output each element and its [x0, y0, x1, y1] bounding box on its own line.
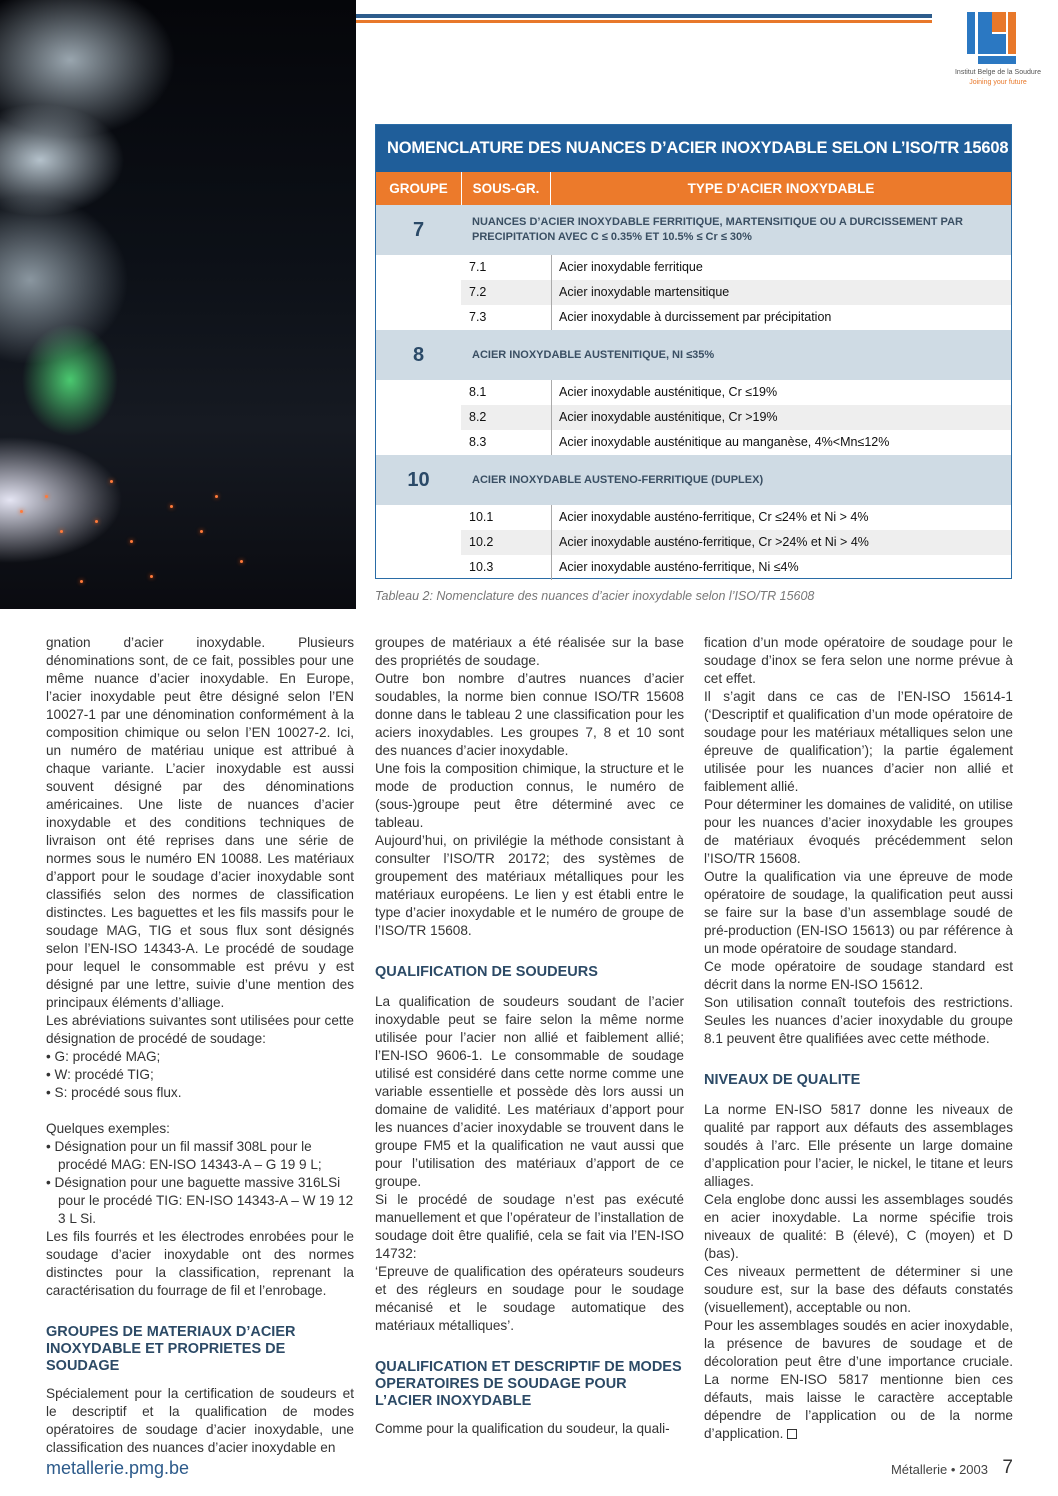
- subgroup-code: 8.1: [469, 385, 487, 399]
- paragraph: Cela englobe donc aussi les assemblages soudés en acier inoxydable. La norme spécifie trois niveaux de qualité: B (élevé), C (moyen) et D (bas).: [704, 1192, 1013, 1261]
- paragraph: La norme EN-ISO 5817 donne les niveaux de qualité par rapport aux défauts des assemblages soudés à l’arc. Elle présente un large domaine d’application pour l’acier, le nickel, le titane et leurs alliages.: [704, 1102, 1013, 1189]
- section-heading: GROUPES DE MATERIAUX D’ACIER INOXYDABLE ET PROPRIETES DE SOUDAGE: [46, 1324, 296, 1374]
- ibs-logo: [953, 12, 1043, 90]
- header-subgroup: SOUS-GR.: [462, 172, 551, 205]
- logo-tagline: Joining your future: [969, 79, 1027, 86]
- paragraph: Outre bon nombre d’autres nuances d’acier soudables, la norme bien connue ISO/TR 15608 donne dans le tableau 2 une classification pour les aciers inoxydables. Les groupes 7, 8 et 10 sont des nuances d’acier inoxydable.: [375, 671, 684, 758]
- paragraph: Si le procédé de soudage n’est pas exécuté manuellement et que l’opérateur de l’installation de soudage doit être qualifié, cela se fait via l’EN-ISO 14732:: [375, 1192, 684, 1261]
- list-item: • Désignation pour une baguette massive 316LSi pour le procédé TIG: EN-ISO 14343-A – W 19 12 3 L Si.: [46, 1175, 354, 1226]
- table-row: [461, 305, 1011, 330]
- end-mark-icon: [787, 1429, 797, 1439]
- group-description: ACIER INOXYDABLE AUSTENO-FERRITIQUE (DUPLEX): [472, 473, 764, 486]
- paragraph: Comme pour la qualification du soudeur, la quali-: [375, 1421, 670, 1436]
- steel-type: Acier inoxydable à durcissement par précipitation: [551, 305, 831, 330]
- header-type: TYPE D’ACIER INOXYDABLE: [687, 181, 875, 196]
- steel-type: Acier inoxydable austéno-ferritique, Cr >24% et Ni > 4%: [551, 530, 869, 555]
- text-column-1: [46, 634, 354, 1457]
- section-heading: QUALIFICATION ET DESCRIPTIF DE MODES OPERATOIRES DE SOUDAGE POUR L’ACIER INOXYDABLE: [375, 1359, 682, 1409]
- subgroup-code: 8.3: [469, 435, 487, 449]
- section-heading: QUALIFICATION DE SOUDEURS: [375, 964, 598, 980]
- table-row: [461, 530, 1011, 555]
- group-row: [376, 330, 1011, 380]
- paragraph: Outre la qualification via une épreuve de mode opératoire de soudage, la qualification peut aussi se faire sur la base d’un assemblage soudé de pré-production (EN-ISO 15613) ou par référence à un mode opératoire de soudage standard.: [704, 869, 1013, 956]
- table-title: NOMENCLATURE DES NUANCES D’ACIER INOXYDABLE SELON L’ISO/TR 15608: [376, 125, 1011, 172]
- subgroup-code: 10.2: [469, 535, 494, 549]
- paragraph: Les abréviations suivantes sont utilisées pour cette désignation de procédé de soudage:: [46, 1013, 354, 1046]
- text-column-3: [704, 634, 1013, 1443]
- paragraph: Son utilisation connaît toutefois des restrictions. Seules les nuances d’acier inoxydable du groupe 8.1 peuvent être qualifiées avec cette méthode.: [704, 995, 1013, 1046]
- subgroup-code: 8.2: [469, 410, 487, 424]
- table-row: [461, 405, 1011, 430]
- steel-type: Acier inoxydable austéno-ferritique, Cr ≤24% et Ni > 4%: [551, 505, 868, 530]
- paragraph: ‘Epreuve de qualification des opérateurs soudeurs et des régleurs en soudage pour le soudage mécanisé et le soudage automatique des matériaux métalliques’.: [375, 1264, 684, 1333]
- table-caption: Tableau 2: Nomenclature des nuances d’acier inoxydable selon l’ISO/TR 15608: [375, 589, 815, 603]
- welding-photo: [0, 0, 356, 609]
- paragraph: Ces niveaux permettent de déterminer si une soudure est, sur la base des défauts constatés (visuellement), acceptable ou non.: [704, 1264, 1013, 1315]
- table-row: [461, 380, 1011, 405]
- subgroup-code: 7.3: [469, 310, 487, 324]
- table-row: [461, 280, 1011, 305]
- paragraph: Pour déterminer les domaines de validité, on utilise pour les nuances d’acier inoxydable les groupes de matériaux évoqués précédemment selon l’ISO/TR 15608.: [704, 797, 1013, 866]
- table-row: [461, 505, 1011, 530]
- nomenclature-table: [375, 124, 1012, 579]
- header-rule-blue: [356, 14, 932, 18]
- list-item: • S: procédé sous flux.: [46, 1085, 182, 1100]
- paragraph: fication d’un mode opératoire de soudage pour le soudage d’inox se fera selon une norme prévue à cet effet.: [704, 635, 1013, 686]
- paragraph: Aujourd’hui, on privilégie la méthode consistant à consulter l’ISO/TR 20172; des systèmes de groupement des matériaux métalliques pour les matériaux européens. Le lien y est établi entre le type d’acier inoxydable et le numéro de groupe de l’ISO/TR 15608.: [375, 833, 684, 938]
- paragraph: Il s’agit dans ce cas de l’EN-ISO 15614-1 (‘Descriptif et qualification d’un mode opératoire de soudage pour les matériaux métalliques selon une épreuve de qualification’); la partie également utilisée pour les nuances d’acier non allié et faiblement allié.: [704, 689, 1013, 794]
- header-rule-orange: [356, 20, 932, 23]
- footer-website: metallerie.pmg.be: [46, 1458, 190, 1478]
- logo-name: Institut Belge de la Soudure: [954, 69, 1041, 76]
- steel-type: Acier inoxydable austénitique au manganèse, 4%<Mn≤12%: [551, 430, 889, 455]
- steel-type: Acier inoxydable ferritique: [551, 255, 703, 280]
- group-row: [376, 205, 1011, 255]
- paragraph: Quelques exemples:: [46, 1121, 170, 1136]
- paragraph: gnation d’acier inoxydable. Plusieurs dénominations sont, de ce fait, possibles pour une même nuance d’acier inoxydable. En Europe, l’acier inoxydable peut être désigné selon l’EN 10027-1 par une dénomination conformément à la composition chimique ou selon l’EN 10027-2. Ici, un numéro de matériau unique est attribué à chaque variante. L’acier inoxydable est aussi souvent désigné par des dénominations américaines. Une liste de nuances d’acier inoxydable et des conditions techniques de livraison ont été reprises dans une série de normes sous le numéro EN 10088. Les matériaux d’apport pour le soudage d’acier inoxydable sont classifiés selon des normes de classification distinctes. Les baguettes et les fils massifs pour le soudage MAG, TIG et sous flux sont désignés selon l’EN-ISO 14343-A. Le procédé de soudage pour lequel le consommable est prévu y est désigné par une lettre, suivie d’une mention des principaux éléments d’alliage.: [46, 635, 354, 1010]
- footer-issue: Métallerie • 2003: [890, 1462, 988, 1477]
- table-row: [461, 430, 1011, 455]
- table-header: [376, 172, 1011, 205]
- table-row: [461, 255, 1011, 280]
- group-description: ACIER INOXYDABLE AUSTENITIQUE, NI ≤35%: [472, 348, 715, 361]
- group-row: [376, 455, 1011, 505]
- steel-type: Acier inoxydable austénitique, Cr >19%: [551, 405, 778, 430]
- paragraph: La qualification de soudeurs soudant de l’acier inoxydable peut se faire selon la même norme utilisée pour l’acier non allié et faiblement allié; l’EN-ISO 9606-1. Le consommable de soudage utilisé est considéré dans cette norme comme une variable essentielle et possède dès lors aussi un domaine de validité. Les matériaux d’apport pour les nuances d’acier inoxydable se trouvent dans le groupe FM5 et la qualification ne vaut aussi que pour l’utilisation des matériaux d’apport de ce groupe.: [375, 994, 684, 1189]
- paragraph: groupes de matériaux a été réalisée sur la base des propriétés de soudage.: [375, 635, 684, 668]
- paragraph: Les fils fourrés et les électrodes enrobées pour le soudage d’acier inoxydable ont des normes distinctes pour la classification, reprenant la caractérisation du fourrage de fil et l’enrobage.: [46, 1229, 354, 1298]
- subgroup-code: 7.2: [469, 285, 487, 299]
- paragraph: Ce mode opératoire de soudage standard est décrit dans la norme EN-ISO 15612.: [704, 959, 1013, 992]
- paragraph-text: Pour les assemblages soudés en acier inoxydable, la présence de bavures de soudage et de décoloration peut être d’une importance cruciale. La norme EN-ISO 5817 mentionne bien ces défauts, mais laisse le caractère acceptable dépendre de l’application ou de la norme d’application.: [704, 1318, 1013, 1441]
- text-column-2: [375, 634, 684, 1438]
- subgroup-code: 10.3: [469, 560, 494, 574]
- list-item: • W: procédé TIG;: [46, 1067, 154, 1082]
- group-number: 7: [412, 218, 425, 241]
- page-number: 7: [1002, 1457, 1013, 1478]
- group-description: NUANCES D’ACIER INOXYDABLE FERRITIQUE, MARTENSITIQUE OU A DURCISSEMENT PAR PRECIPITATION AVEC C ≤ 0.35% ET 10.5% ≤ Cr ≤ 30%: [472, 216, 963, 243]
- bullet-list: [46, 1138, 354, 1228]
- steel-type: Acier inoxydable austénitique, Cr ≤19%: [551, 380, 777, 405]
- group-number: 10: [407, 468, 430, 491]
- paragraph: Spécialement pour la certification de soudeurs et le descriptif et la qualification de modes opératoires de soudage d’acier inoxydable, une classification des nuances d’acier inoxydable en: [46, 1386, 354, 1455]
- ibs-logo-icon: [967, 12, 1019, 66]
- paragraph: [704, 1317, 1013, 1443]
- paragraph: Une fois la composition chimique, la structure et le mode de production connus, le numéro de (sous-)groupe peut être déterminé avec ce tableau.: [375, 761, 684, 830]
- subgroup-code: 7.1: [469, 260, 487, 274]
- subgroup-code: 10.1: [469, 510, 494, 524]
- bullet-list: [46, 1048, 354, 1102]
- section-heading: NIVEAUX DE QUALITE: [704, 1072, 861, 1088]
- steel-type: Acier inoxydable martensitique: [551, 280, 729, 305]
- list-item: • Désignation pour un fil massif 308L pour le procédé MAG: EN-ISO 14343-A – G 19 9 L;: [46, 1139, 322, 1172]
- list-item: • G: procédé MAG;: [46, 1049, 161, 1064]
- steel-type: Acier inoxydable austéno-ferritique, Ni ≤4%: [551, 555, 799, 580]
- group-number: 8: [412, 343, 425, 366]
- table-row: [461, 555, 1011, 580]
- header-group: GROUPE: [376, 172, 462, 205]
